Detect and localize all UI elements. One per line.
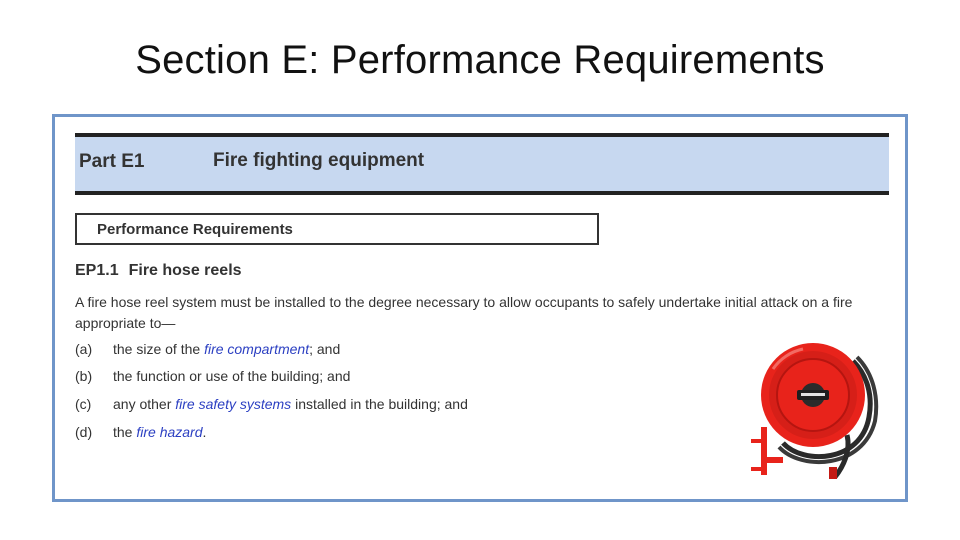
item-letter: (d) <box>75 424 93 440</box>
item-letter: (b) <box>75 368 93 384</box>
item-letter: (a) <box>75 341 93 357</box>
item-text: the <box>113 424 137 440</box>
item-text: the size of the <box>113 341 205 357</box>
clause-body: A fire hose reel system must be installed to the degree necessary to allow occupants to safely undertake initial attack on a fire appropriate to— <box>75 294 853 331</box>
item-text: the function or use of the building; and <box>113 368 351 384</box>
item-text-end: installed in the building; and <box>291 396 468 412</box>
item-text: any other <box>113 396 176 412</box>
clause-id: EP1.1 <box>75 262 119 279</box>
defined-term-link[interactable]: fire compartment <box>204 341 310 357</box>
performance-requirements-label: Performance Requirements <box>97 221 293 238</box>
defined-term-link[interactable]: fire safety systems <box>175 396 292 412</box>
item-text-end: ; and <box>309 341 341 357</box>
item-letter: (c) <box>75 396 92 412</box>
fire-hose-reel-icon <box>743 339 893 481</box>
document-frame <box>52 114 908 502</box>
defined-term-link[interactable]: fire hazard <box>136 424 203 440</box>
list-item <box>75 424 206 440</box>
list-item <box>75 368 350 384</box>
slide-title: Section E: Performance Requirements <box>135 38 825 82</box>
part-banner <box>75 133 889 195</box>
part-title: Fire fighting equipment <box>213 150 425 171</box>
clause-heading <box>75 262 242 280</box>
clause-title: Fire hose reels <box>128 262 242 279</box>
list-item <box>75 341 340 357</box>
list-item <box>75 396 468 412</box>
performance-requirements-box <box>75 213 599 245</box>
part-number: Part E1 <box>79 151 145 172</box>
item-text-end: . <box>202 424 207 440</box>
